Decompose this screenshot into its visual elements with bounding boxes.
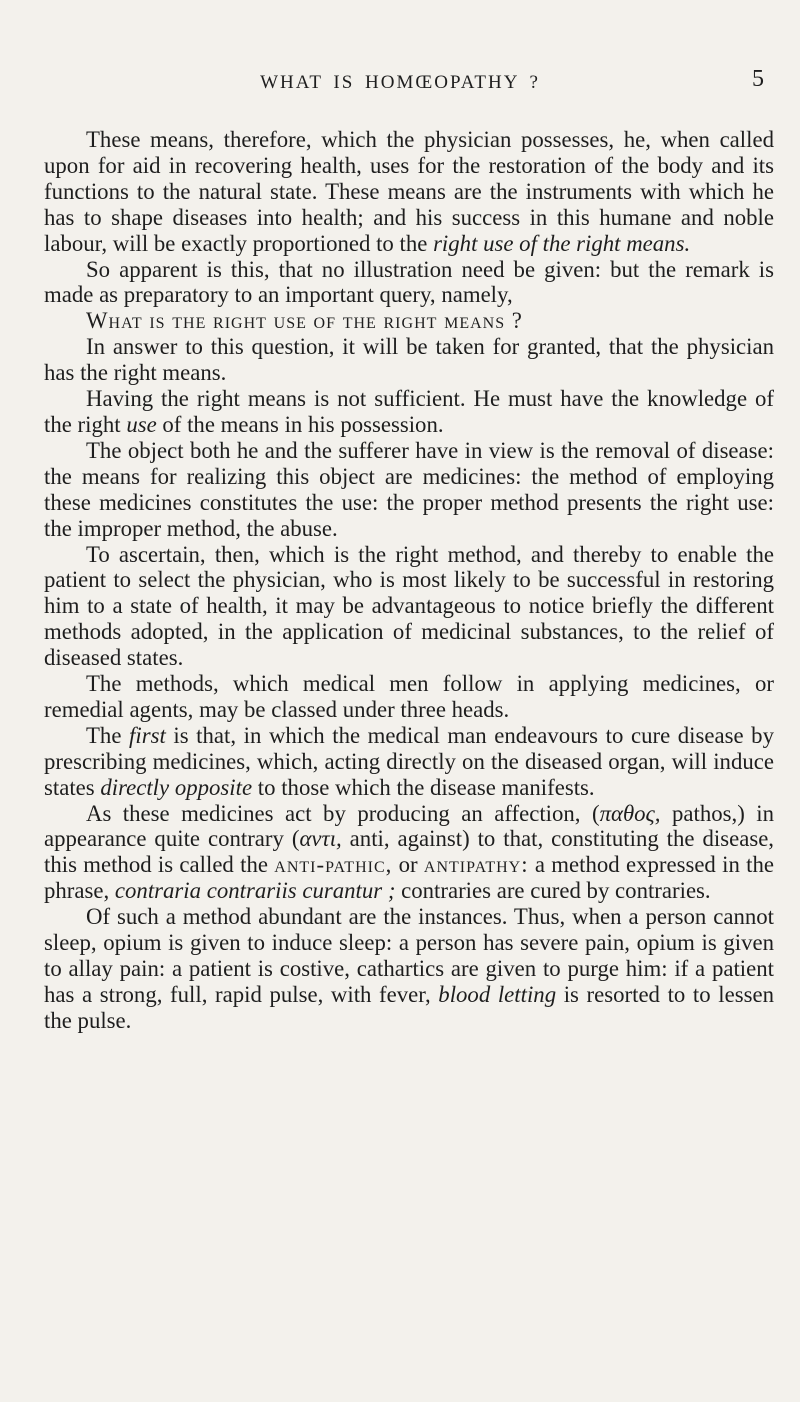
- page-number: 5: [752, 66, 764, 92]
- body-text: [44, 127, 774, 1034]
- query-heading: What is the right use of the right means ?: [86, 308, 523, 334]
- running-head: WHAT IS HOMŒOPATHY ?: [260, 72, 540, 93]
- paragraph-1: These means, therefore, which the physician possesses, he, when called upon for aid in recovering health, uses for the restoration of the body and its functions to the natural state. These means are the instruments with which he has to shape diseases into health; and his success in this humane and noble labour, will be exactly proportioned to the right use of the right means.: [44, 127, 774, 256]
- paragraph-10: As these medicines act by producing an affection, (παθος, pathos,) in appearance quite contrary (αντι, anti, against) to that, constituting the disease, this method is called the anti-pathic, or antipathy: a method expressed in the phrase, contraria contrariis curantur ; contraries are cured by contraries.: [44, 800, 775, 904]
- paragraph-7: To ascertain, then, which is the right method, and thereby to enable the patient to select the physician, who is most likely to be successful in restoring him to a state of health, it may be advantageous to notice briefly the different methods adopted, in the application of medicinal substances, to the relief of diseased states.: [44, 541, 774, 671]
- paragraph-6: The object both he and the sufferer have in view is the removal of disease: the means for realizing this object are medicines: the method of employing these medicines constitutes the use: the proper method presents the right use: the improper method, the abuse.: [44, 437, 774, 541]
- paragraph-9: The first is that, in which the medical man endeavours to cure disease by prescribing medicines, which, acting directly on the diseased organ, will induce states directly opposite to those which the disease manifests.: [44, 722, 774, 800]
- paragraph-5: Having the right means is not sufficient. He must have the knowledge of the right use of the means in his possession.: [44, 386, 774, 437]
- paragraph-2: So apparent is this, that no illustration need be given: but the remark is made as preparatory to an important query, namely,: [44, 256, 774, 308]
- paragraph-11: Of such a method abundant are the instances. Thus, when a person cannot sleep, opium is given to induce sleep: a person has severe pain, opium is given to allay pain: a patient is costive, cathartics are given to purge him: if a patient has a strong, full, rapid pulse, with fever, blood letting is resorted to to lessen the pulse.: [44, 904, 774, 1033]
- paragraph-8: The methods, which medical men follow in applying medicines, or remedial agents, may be classed under three heads.: [44, 671, 774, 722]
- paragraph-4: In answer to this question, it will be taken for granted, that the physician has the right means.: [44, 334, 774, 386]
